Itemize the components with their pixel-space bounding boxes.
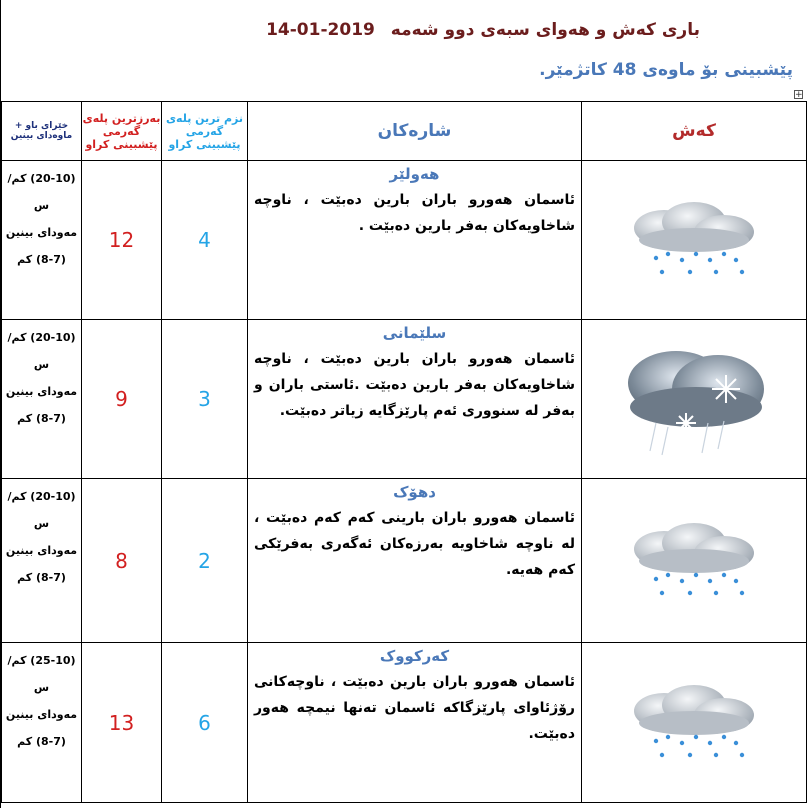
visibility-value: (8-7) کم [17, 253, 66, 266]
city-description: ئاسمان هەورو باران بارین دەبێت ، ناوچە شاخاویەکان بەفر بارین دەبێت .ئاستی باران و بەفر لە سنووری ئەم پارێزگایە زیاتر دەبێت. [254, 351, 575, 419]
max-temp: 9 [82, 320, 162, 479]
weather-icon-cell [582, 643, 807, 803]
column-header-min-temp: نزم ترین پلەی گەرمی پێشبینی کراو [162, 102, 248, 161]
city-description: ئاسمان هەورو باران بارین دەبێت ، ناوچە شاخاویەکان بەفر بارین دەبێت . [254, 192, 575, 234]
table-row [2, 479, 807, 643]
wind-speed: (20-10) کم/س [7, 490, 76, 530]
forecast-table [1, 101, 807, 803]
weather-icon-cell [582, 320, 807, 479]
cloud-rain-icon [624, 521, 764, 601]
max-temp: 13 [82, 643, 162, 803]
page-title [0, 20, 700, 40]
max-temp: 8 [82, 479, 162, 643]
column-header-wind: خێرای باو + ماوەدای بینین [2, 102, 82, 161]
visibility-label: مەودای بینین [5, 226, 78, 239]
max-temp: 12 [82, 161, 162, 320]
cloud-rain-icon [624, 200, 764, 280]
table-row [2, 161, 807, 320]
min-temp: 6 [162, 643, 248, 803]
city-cell [248, 320, 582, 479]
forecast-date: 2019-01-14 [266, 20, 375, 40]
visibility-value: (8-7) کم [17, 412, 66, 425]
city-name: هەولێر [389, 165, 440, 183]
column-header-city: شارەکان [248, 102, 582, 161]
city-name: کەرکووک [379, 647, 450, 665]
min-temp: 4 [162, 161, 248, 320]
table-row [2, 643, 807, 803]
city-name: دهۆک [393, 483, 436, 501]
table-move-handle-icon[interactable]: + [795, 90, 803, 100]
city-cell [248, 479, 582, 643]
wind-speed: (20-10) کم/س [7, 331, 76, 371]
min-temp: 3 [162, 320, 248, 479]
title-text: باری کەش و هەوای سبەی دوو شەمە [390, 20, 700, 40]
page-subtitle: پێشبینی بۆ ماوەی 48 کاتژمێر. [539, 60, 793, 80]
cloud-rain-icon [624, 683, 764, 763]
wind-visibility-cell [2, 320, 82, 479]
visibility-value: (8-7) کم [17, 571, 66, 584]
visibility-value: (8-7) کم [17, 735, 66, 748]
visibility-label: مەودای بینین [5, 544, 78, 557]
visibility-label: مەودای بینین [5, 385, 78, 398]
city-description: ئاسمان هەورو باران بارینی کەم کەم دەبێت ، لە ناوچە شاخاویە بەرزەکان ئەگەری بەفرێکی کەم هەیە. [254, 510, 575, 578]
table-row [2, 320, 807, 479]
snow-storm-icon [616, 323, 772, 475]
column-header-weather: کەش [582, 102, 807, 161]
city-description: ئاسمان هەورو باران بارین دەبێت ، ناوچەکانی رۆژئاوای پارێزگاکە ئاسمان تەنها نیمچە هەور دەبێت. [254, 674, 575, 742]
weather-icon-cell [582, 161, 807, 320]
city-cell [248, 643, 582, 803]
wind-speed: (20-10) کم/س [7, 172, 76, 212]
min-temp: 2 [162, 479, 248, 643]
wind-visibility-cell [2, 643, 82, 803]
wind-speed: (25-10) کم/س [7, 654, 76, 694]
wind-visibility-cell [2, 161, 82, 320]
column-header-max-temp: بەرزترین پلەی گەرمی پێشبینی کراو [82, 102, 162, 161]
city-name: سلێمانی [382, 324, 447, 342]
city-cell [248, 161, 582, 320]
wind-visibility-cell [2, 479, 82, 643]
weather-icon-cell [582, 479, 807, 643]
table-header-row [2, 102, 807, 161]
visibility-label: مەودای بینین [5, 708, 78, 721]
